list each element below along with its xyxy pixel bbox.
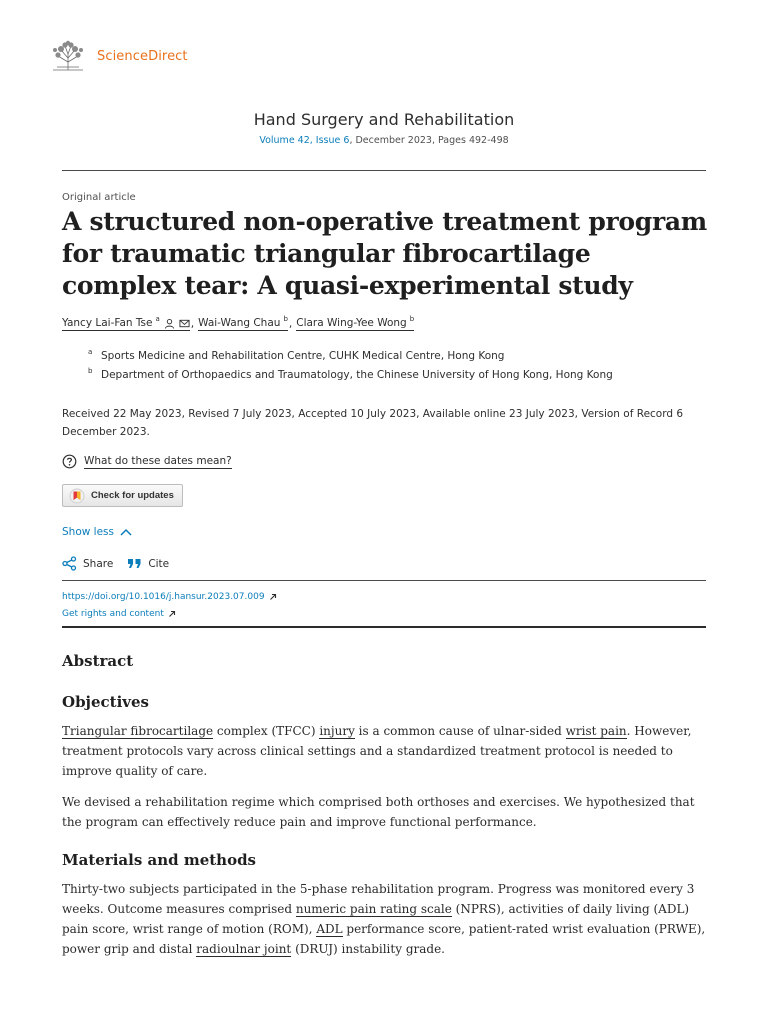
- envelope-icon: [179, 318, 190, 329]
- text-run: . However, treatment protocols vary across clinical settings and a standardized treatment protocol is needed to improve quality of care.: [62, 724, 692, 778]
- share-label: Share: [83, 557, 114, 570]
- dates-help-link[interactable]: [62, 454, 232, 469]
- check-for-updates-button[interactable]: [62, 484, 183, 507]
- chevron-up-icon: [120, 528, 132, 536]
- author-2[interactable]: [198, 317, 288, 331]
- author-separator: ,: [190, 318, 195, 330]
- text-run: complex (TFCC): [213, 724, 320, 738]
- objectives-paragraph-1: [62, 721, 710, 781]
- doi-text: https://doi.org/10.1016/j.hansur.2023.07.009: [62, 591, 265, 602]
- term-link[interactable]: numeric pain rating scale: [295, 902, 452, 916]
- author-name: Yancy Lai-Fan Tse: [62, 317, 153, 329]
- external-link-icon: [168, 610, 176, 618]
- issue-details: , December 2023, Pages 492-498: [349, 135, 509, 146]
- term-link[interactable]: Triangular fibrocartilage: [62, 724, 214, 738]
- objectives-heading: Objectives: [62, 693, 149, 711]
- share-icon: [62, 556, 77, 571]
- header-divider: [62, 170, 706, 171]
- share-button[interactable]: [62, 556, 113, 571]
- author-3[interactable]: [296, 317, 414, 331]
- rights-text: Get rights and content: [62, 608, 164, 619]
- affiliation-list: [88, 350, 613, 388]
- affiliation-item: [88, 350, 613, 369]
- article-actions: [62, 556, 183, 571]
- quote-icon: [127, 557, 142, 570]
- text-run: is a common cause of ulnar-sided: [354, 724, 566, 738]
- objectives-paragraph-2: We devised a rehabilitation regime which comprised both orthoses and exercises. We hypothesized that the program can effectively reduce pain and improve functional performance.: [62, 795, 695, 829]
- author-affil-label: a: [155, 315, 160, 323]
- term-link[interactable]: wrist pain: [565, 724, 627, 738]
- term-link[interactable]: ADL: [316, 922, 343, 936]
- text-run: (NPRS), activities of daily living (ADL) pain score, wrist range of motion (ROM),: [62, 902, 690, 936]
- text-run: performance score, patient-rated wrist evaluation (PRWE), power grip and distal: [62, 922, 706, 956]
- abstract-heading: Abstract: [62, 652, 134, 670]
- author-name: Wai-Wang Chau: [198, 317, 281, 329]
- journal-info: [0, 110, 768, 146]
- cite-button[interactable]: [127, 557, 169, 570]
- affiliation-item: [88, 369, 613, 388]
- person-icon: [164, 318, 175, 329]
- author-affil-label: b: [409, 315, 415, 323]
- show-less-label: Show less: [62, 526, 114, 538]
- crossmark-icon: [69, 488, 85, 504]
- author-list: [62, 317, 414, 331]
- issue-link[interactable]: Volume 42, Issue 6: [259, 135, 350, 146]
- term-link[interactable]: radioulnar joint: [196, 942, 292, 956]
- affiliation-label: b: [88, 367, 93, 375]
- affiliation-text: Department of Orthopaedics and Traumatology, the Chinese University of Hong Kong, Hong Kong: [101, 369, 613, 381]
- text-run: (DRUJ) instability grade.: [291, 942, 445, 956]
- site-header: [49, 40, 188, 72]
- abstract-divider: [62, 626, 706, 628]
- author-affil-label: b: [283, 315, 288, 323]
- article-dates: Received 22 May 2023, Revised 7 July 2023, Accepted 10 July 2023, Available online 23 July 2023, Version of Record 6 December 2023.: [62, 408, 684, 438]
- author-separator: ,: [288, 318, 293, 330]
- journal-meta: [0, 135, 768, 146]
- affiliation-label: a: [88, 348, 93, 356]
- text-run: Thirty-two subjects participated in the 5-phase rehabilitation program. Progress was monitored every 3 weeks. Outcome measures comprised: [62, 882, 695, 916]
- dates-help-label: What do these dates mean?: [84, 454, 232, 467]
- methods-paragraph: [62, 879, 710, 959]
- elsevier-tree-icon[interactable]: [49, 40, 87, 72]
- brand-name[interactable]: ScienceDirect: [97, 48, 188, 64]
- show-less-toggle[interactable]: [62, 526, 132, 538]
- rights-link[interactable]: [62, 605, 277, 622]
- doi-link[interactable]: [62, 588, 277, 605]
- question-circle-icon: [62, 454, 77, 469]
- journal-title[interactable]: Hand Surgery and Rehabilitation: [253, 110, 515, 129]
- author-name: Clara Wing-Yee Wong: [296, 317, 407, 329]
- article-type: Original article: [62, 192, 136, 203]
- external-link-icon: [269, 593, 277, 601]
- check-for-updates-label: Check for updates: [91, 490, 174, 501]
- methods-heading: Materials and methods: [62, 851, 257, 869]
- article-title: A structured non-operative treatment program for traumatic triangular fibrocartilage complex tear: A quasi-experimental study: [62, 207, 707, 300]
- author-1[interactable]: [62, 317, 190, 331]
- term-link[interactable]: injury: [319, 724, 355, 738]
- actions-divider: [62, 580, 706, 581]
- affiliation-text: Sports Medicine and Rehabilitation Centre, CUHK Medical Centre, Hong Kong: [101, 350, 505, 362]
- cite-label: Cite: [148, 557, 170, 570]
- article-links: [62, 588, 277, 622]
